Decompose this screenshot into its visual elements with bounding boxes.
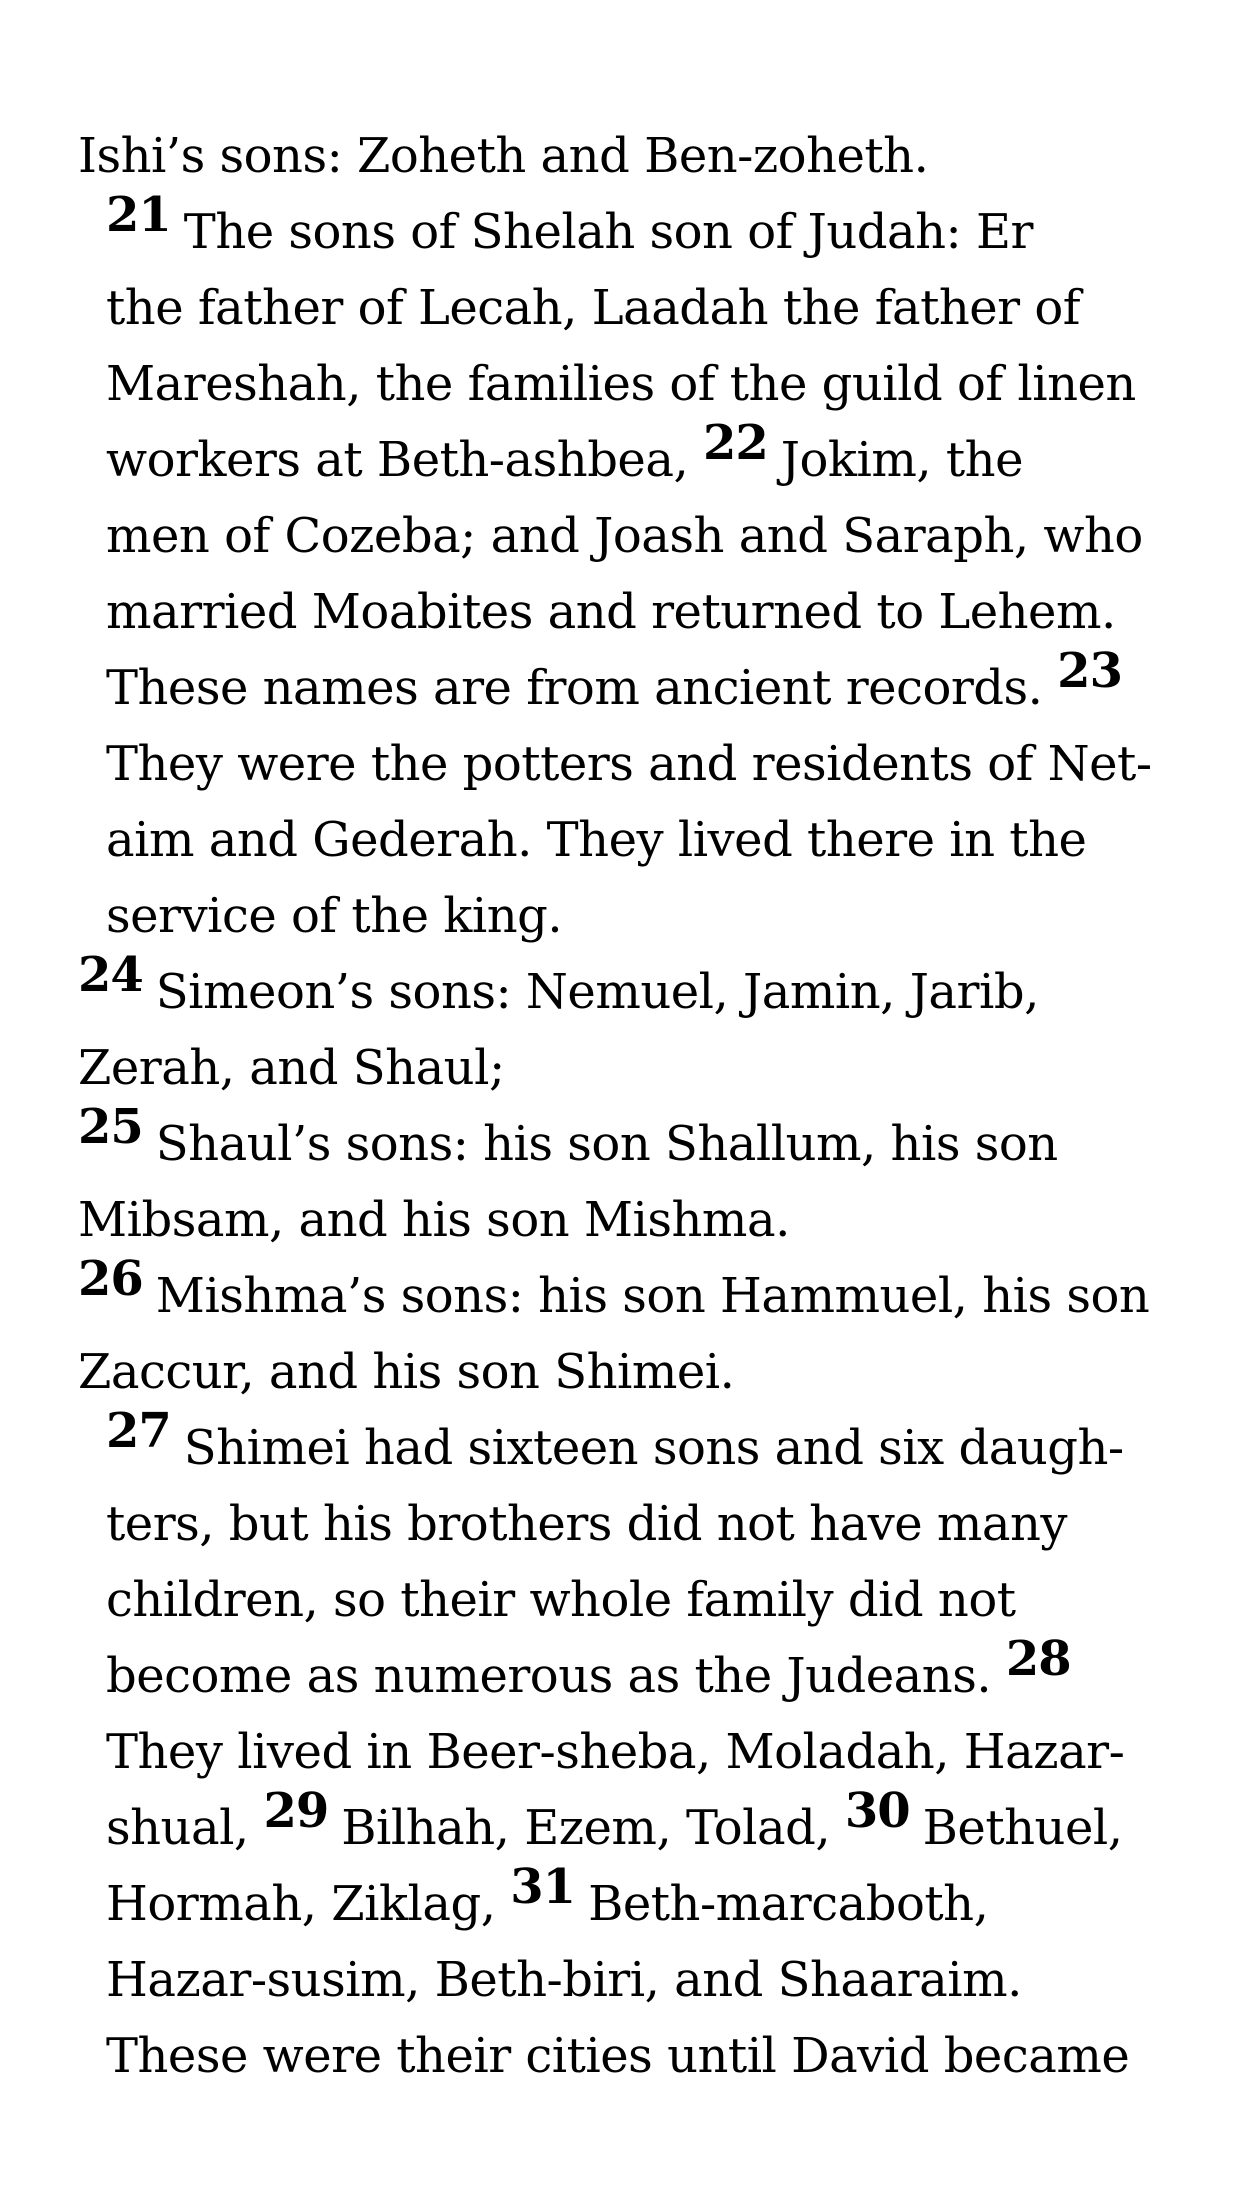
scripture-line — [78, 2018, 1242, 2094]
verse-number: 27 — [106, 1403, 171, 1459]
verse-text: The sons of Shelah son of Judah: Er — [183, 204, 1033, 260]
verse-text: Bethuel, — [922, 1800, 1123, 1856]
scripture-line — [78, 118, 1242, 194]
verse-text: become as numerous as the Judeans. — [106, 1648, 1006, 1704]
scripture-line — [78, 1859, 1242, 1942]
scripture-line — [78, 726, 1242, 802]
verse-text: Simeon’s sons: Nemuel, Jamin, Jarib, — [155, 964, 1039, 1020]
verse-text: These names are from ancient records. — [106, 660, 1058, 716]
verse-text: Shaul’s sons: his son Shallum, his son — [155, 1116, 1058, 1172]
scripture-line — [78, 947, 1242, 1030]
verse-text: workers at Beth-ashbea, — [106, 432, 703, 488]
verse-text: These were their cities until David became — [106, 2028, 1130, 2084]
verse-text: Mishma’s sons: his son Hammuel, his son — [155, 1268, 1150, 1324]
verse-text: Beth-marcaboth, — [588, 1876, 989, 1932]
scripture-line — [78, 643, 1242, 726]
verse-text: Ishi’s sons: Zoheth and Ben-zoheth. — [78, 128, 929, 184]
verse-number: 21 — [106, 187, 171, 243]
verse-number: 25 — [78, 1099, 143, 1155]
scripture-line — [78, 1631, 1242, 1714]
scripture-line — [78, 1251, 1242, 1334]
verse-text: They were the potters and residents of Net- — [106, 736, 1152, 792]
scripture-line — [78, 1486, 1242, 1562]
scripture-line — [78, 1403, 1242, 1486]
verse-number: 26 — [78, 1251, 143, 1307]
scripture-line — [78, 802, 1242, 878]
verse-text: Hazar-susim, Beth-biri, and Shaaraim. — [106, 1952, 1022, 2008]
verse-number: 24 — [78, 947, 143, 1003]
scripture-line — [78, 187, 1242, 270]
verse-text: They lived in Beer-sheba, Moladah, Hazar- — [106, 1724, 1125, 1780]
verse-text: ters, but his brothers did not have many — [106, 1496, 1068, 1552]
verse-text: Zerah, and Shaul; — [78, 1040, 505, 1096]
verse-number: 23 — [1057, 643, 1122, 699]
scripture-line — [78, 1030, 1242, 1106]
verse-text: service of the king. — [106, 888, 563, 944]
scripture-line — [78, 415, 1242, 498]
scripture-line — [78, 1182, 1242, 1258]
scripture-line — [78, 270, 1242, 346]
scripture-line — [78, 1714, 1242, 1790]
verse-text: Mibsam, and his son Mishma. — [78, 1192, 790, 1248]
verse-number: 31 — [510, 1859, 576, 1915]
verse-text: Hormah, Ziklag, — [106, 1876, 511, 1932]
verse-text: Bilhah, Ezem, Tolad, — [341, 1800, 845, 1856]
verse-text: Shimei had sixteen sons and six daugh- — [183, 1420, 1124, 1476]
scripture-line — [78, 1099, 1242, 1182]
verse-text: shual, — [106, 1800, 264, 1856]
scripture-line — [78, 878, 1242, 954]
verse-text: Jokim, the — [780, 432, 1023, 488]
verse-text: aim and Gederah. They lived there in the — [106, 812, 1087, 868]
scripture-line — [78, 346, 1242, 422]
verse-text: men of Cozeba; and Joash and Saraph, who — [106, 508, 1143, 564]
verse-number: 22 — [702, 415, 768, 471]
verse-text: Zaccur, and his son Shimei. — [78, 1344, 735, 1400]
verse-number: 30 — [844, 1783, 910, 1839]
scripture-line — [78, 1783, 1242, 1866]
scripture-line — [78, 574, 1242, 650]
verse-text: the father of Lecah, Laadah the father of — [106, 280, 1081, 336]
verse-number: 28 — [1005, 1631, 1071, 1687]
scripture-line — [78, 1562, 1242, 1638]
verse-text: Mareshah, the families of the guild of linen — [106, 356, 1136, 412]
scripture-line — [78, 498, 1242, 574]
scripture-line — [78, 1942, 1242, 2018]
verse-text: children, so their whole family did not — [106, 1572, 1016, 1628]
verse-text: married Moabites and returned to Lehem. — [106, 584, 1116, 640]
verse-number: 29 — [263, 1783, 329, 1839]
scripture-line — [78, 1334, 1242, 1410]
